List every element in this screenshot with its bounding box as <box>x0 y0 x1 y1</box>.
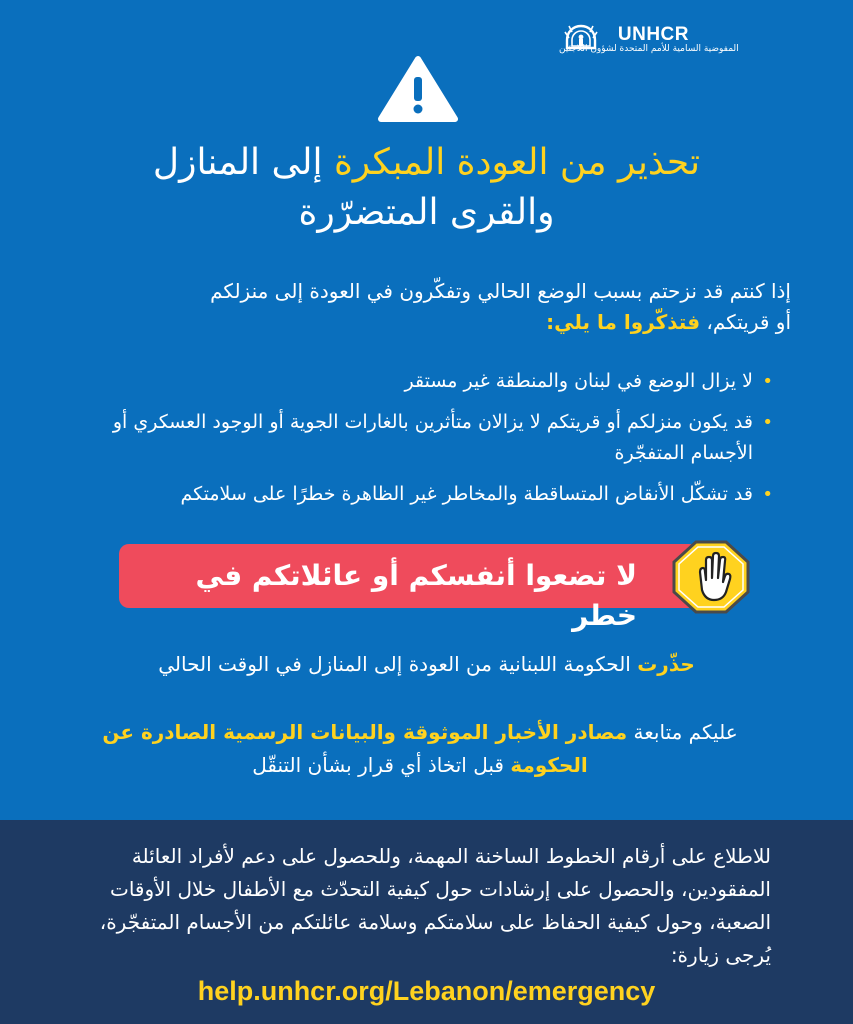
title-highlight: تحذير من العودة المبكرة <box>333 142 701 183</box>
title-line-1 <box>60 138 793 188</box>
danger-banner <box>119 544 699 632</box>
list-item-text: قد يكون منزلكم أو قريتكم لا يزالان متأثرين بالغارات الجوية أو الوجود العسكري أو الأجسام المتفجّرة <box>112 411 753 464</box>
sources-start: عليكم متابعة <box>627 720 738 744</box>
title-rest: إلى المنازل <box>152 142 334 183</box>
logo-wordmark: UNHCR <box>617 24 689 45</box>
sources-highlight-2: الحكومة <box>510 753 588 777</box>
intro-line-2-start: أو قريتكم، <box>700 310 791 334</box>
intro-highlight: فتذكّروا ما يلي: <box>546 310 701 334</box>
list-item <box>45 366 775 397</box>
unhcr-logo <box>559 22 819 62</box>
bullet-marker: • <box>762 412 773 433</box>
bullet-marker: • <box>762 371 773 392</box>
intro-line-1: إذا كنتم قد نزحتم بسبب الوضع الحالي وتفكّرون في العودة إلى منزلكم <box>210 279 791 303</box>
list-item-text: قد تشكّل الأنقاض المتساقطة والمخاطر غير الظاهرة خطرًا على سلامتكم <box>180 483 753 505</box>
list-item-text: لا يزال الوضع في لبنان والمنطقة غير مستقر <box>404 370 753 392</box>
page-title <box>60 138 793 238</box>
intro-line-2 <box>71 307 791 338</box>
help-link[interactable]: help.unhcr.org/Lebanon/emergency <box>197 976 656 1006</box>
list-item <box>45 407 775 469</box>
list-item <box>45 479 775 510</box>
banner-text: لا تضعوا أنفسكم أو عائلاتكم في خطر <box>195 559 637 632</box>
sources-end: قبل اتخاذ أي قرار بشأن التنقّل <box>252 753 511 777</box>
sources-highlight-1: مصادر الأخبار الموثوقة والبيانات الرسمية الصادرة عن <box>102 720 628 744</box>
title-line-2: والقرى المتضرّرة <box>298 192 555 233</box>
stop-hand-icon <box>672 540 750 614</box>
follow-sources-notice <box>70 716 770 782</box>
footer <box>0 820 853 1024</box>
notice-highlight: حذّرت <box>637 652 695 676</box>
government-notice <box>60 648 793 680</box>
intro-paragraph <box>71 276 791 338</box>
warning-triangle-icon <box>377 55 459 123</box>
warning-list <box>45 366 775 520</box>
logo-subtitle: المفوضية السامية للأمم المتحدة لشؤون اللاجئين <box>559 44 739 54</box>
footer-text: للاطلاع على أرقام الخطوط الساخنة المهمة، وللحصول على دعم لأفراد العائلة المفقودين، والحصول على إرشادات حول كيفية التحدّث مع الأطفال خلال الأوقات الصعبة، وحول كيفية الحفاظ على سلامتكم وسلامة عائلتكم من الأجسام المتفجّرة، يُرجى زيارة: <box>99 844 771 967</box>
notice-rest: الحكومة اللبنانية من العودة إلى المنازل في الوقت الحالي <box>158 652 638 676</box>
bullet-marker: • <box>762 484 773 505</box>
